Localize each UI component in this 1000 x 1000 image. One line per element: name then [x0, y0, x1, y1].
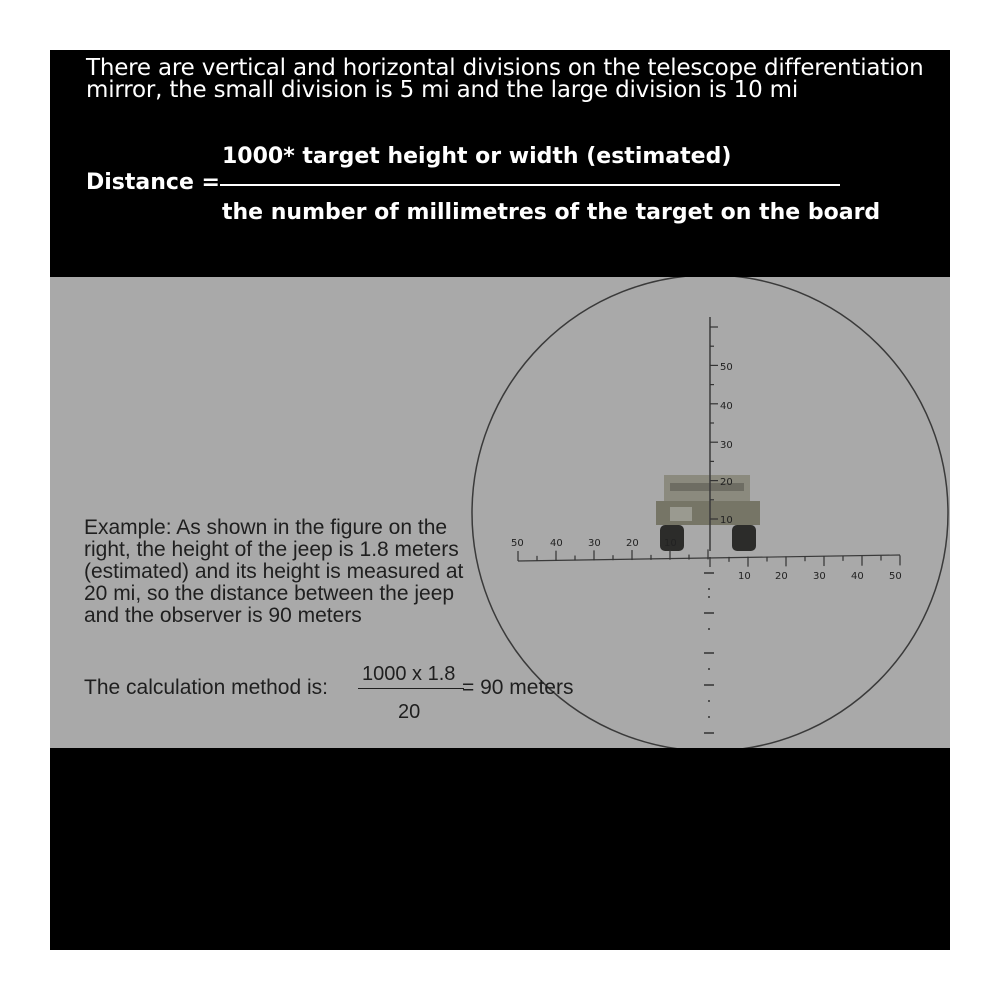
formula-numerator: 1000* target height or width (estimated): [222, 144, 732, 169]
jeep-grille: [670, 507, 692, 521]
calc-denominator: 20: [398, 701, 421, 723]
infographic-panel: [50, 50, 950, 950]
lower-dash-scale: [704, 573, 714, 748]
vertical-label-50: 50: [720, 362, 733, 373]
right-label-20: 20: [775, 571, 788, 582]
jeep-windshield: [670, 483, 744, 491]
left-label-40: 40: [550, 538, 563, 549]
example-text: Example: As shown in the figure on the right, the height of the jeep is 1.8 meters (estimated) and its height is measured at 20 mi, so the distance between the jeep and the observer is 90 meters: [84, 516, 464, 627]
distance-label: Distance =: [86, 170, 220, 195]
left-label-30: 30: [588, 538, 601, 549]
formula-fraction-line: [220, 184, 840, 186]
jeep-wheel-right: [732, 525, 756, 551]
vertical-label-30: 30: [720, 440, 733, 451]
left-label-10: 10: [664, 538, 677, 549]
vertical-label-10: 10: [720, 515, 733, 526]
calc-result: = 90 meters: [462, 676, 574, 699]
header-section: [50, 50, 950, 277]
calc-fraction-line: [358, 688, 464, 689]
left-label-20: 20: [626, 538, 639, 549]
vertical-label-20: 20: [720, 477, 733, 488]
right-label-50: 50: [889, 571, 902, 582]
intro-text: There are vertical and horizontal divisions on the telescope differentiation mirror, the small division is 5 mi and the large division is 10 mi: [86, 55, 924, 103]
calc-numerator: 1000 x 1.8: [362, 663, 456, 685]
right-label-30: 30: [813, 571, 826, 582]
right-label-40: 40: [851, 571, 864, 582]
left-label-50: 50: [511, 538, 524, 549]
jeep-underside-gap: [700, 529, 726, 551]
vertical-label-40: 40: [720, 401, 733, 412]
formula-denominator: the number of millimetres of the target on the board: [222, 200, 881, 225]
calc-prefix: The calculation method is:: [84, 676, 328, 699]
right-label-10: 10: [738, 571, 751, 582]
reticle-scene: [50, 277, 950, 748]
